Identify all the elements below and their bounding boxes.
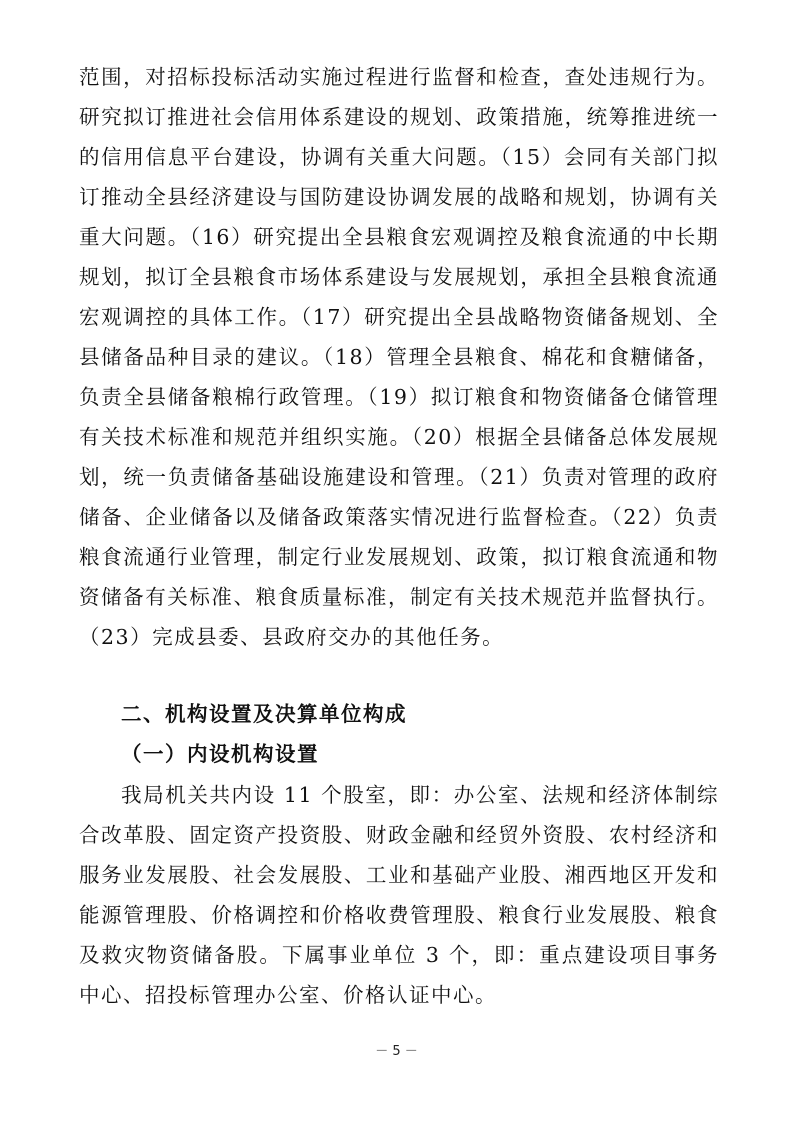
body-paragraph-departments: 我局机关共内设 11 个股室，即：办公室、法规和经济体制综合改革股、固定资产投资股、财政金融和经贸外资股、农村经济和服务业发展股、社会发展股、工业和基础产业股、湘西地区开发和能源管理股、价格调控和价格收费管理股、粮食行业发展股、粮食及救灾物资储备股。下属事业单位 3 个，即：重点建设项目事务中心、招投标管理办公室、价格认证中心。: [79, 783, 719, 1007]
body-paragraph-responsibilities: 范围，对招标投标活动实施过程进行监督和检查，查处违规行为。研究拟订推进社会信用体系建设的规划、政策措施，统筹推进统一的信用信息平台建设，协调有关重大问题。（15）会同有关部门拟订推动全县经济建设与国防建设协调发展的战略和规划，协调有关重大问题。（16）研究提出全县粮食宏观调控及粮食流通的中长期规划，拟订全县粮食市场体系建设与发展规划，承担全县粮食流通宏观调控的具体工作。（17）研究提出全县战略物资储备规划、全县储备品种目录的建议。（18）管理全县粮食、棉花和食糖储备，负责全县储备粮棉行政管理。（19）拟订粮食和物资储备仓储管理有关技术标准和规范并组织实施。（20）根据全县储备总体发展规划，统一负责储备基础设施建设和管理。（21）负责对管理的政府储备、企业储备以及储备政策落实情况进行监督检查。（22）负责粮食流通行业管理，制定行业发展规划、政策，拟订粮食流通和物资储备有关标准、粮食质量标准，制定有关技术规范并监督执行。（23）完成县委、县政府交办的其他任务。: [79, 65, 719, 649]
section-heading: 二、机构设置及决算单位构成: [121, 702, 407, 726]
page-number: － 5 －: [375, 1044, 418, 1059]
sub-heading: （一）内设机构设置: [121, 742, 319, 766]
